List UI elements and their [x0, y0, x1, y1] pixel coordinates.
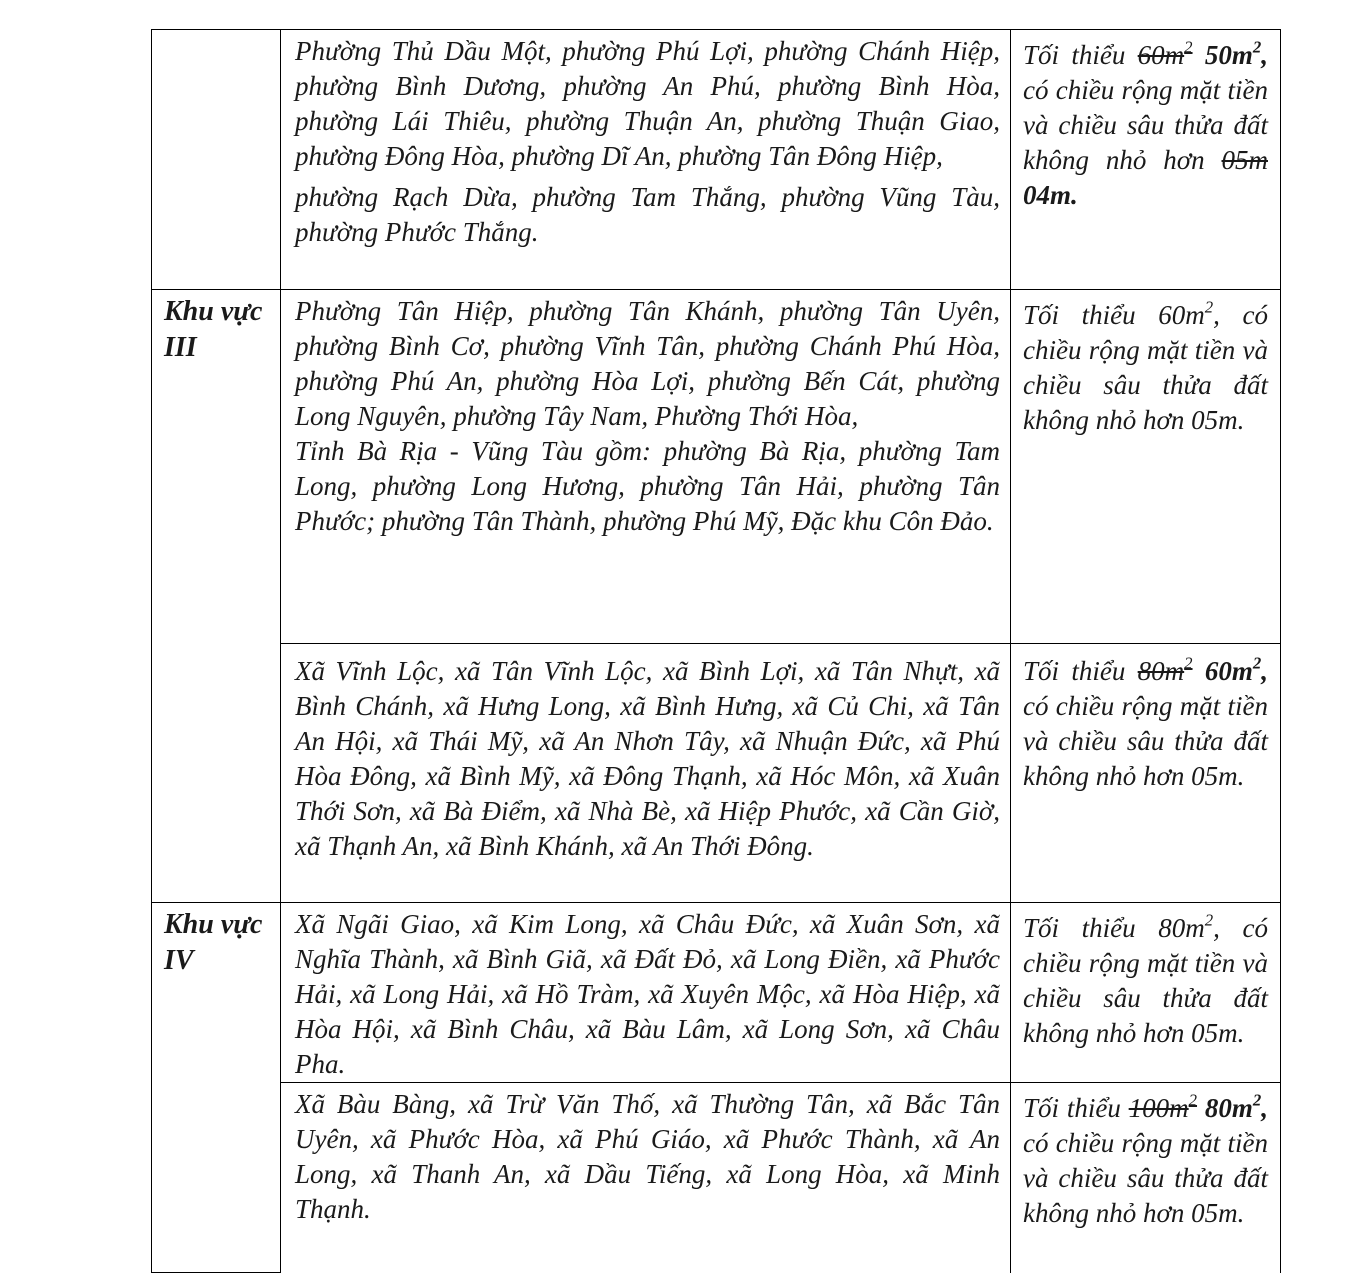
minimum-area-cell: Tối thiểu $80m^2$, có chiều rộng mặt tiền và chiều sâu thửa đất không nhỏ hơn 05m. [1011, 903, 1281, 1083]
region-cell: Khu vực IV [152, 903, 281, 1273]
table-row [152, 290, 1281, 644]
minimum-area-cell: Tối thiểu $60m^2$, có chiều rộng mặt tiền và chiều sâu thửa đất không nhỏ hơn 05m. [1011, 290, 1281, 644]
ward-list-cell [281, 290, 1011, 644]
old-area-struck: $100m^2$ [1128, 1090, 1198, 1123]
ward-list-cell [281, 644, 1011, 903]
minimum-area-cell: Tối thiểu $100m^2$ $80m^2$, có chiều rộng mặt tiền và chiều sâu thửa đất không nhỏ hơn 05m. [1011, 1083, 1281, 1273]
old-width-struck: 05m [1221, 145, 1268, 175]
old-area-struck: $80m^2$ [1137, 653, 1193, 686]
req-text: có chiều rộng mặt tiền và chiều sâu thửa đất không nhỏ hơn [1023, 75, 1268, 175]
new-area: $60m^2$, [1204, 653, 1268, 686]
minimum-area-cell [1011, 30, 1281, 290]
region-cell [152, 30, 281, 290]
ward-paragraph: Xã Ngãi Giao, xã Kim Long, xã Châu Đức, xã Xuân Sơn, xã Nghĩa Thành, xã Bình Giã, xã Đất Đỏ, xã Long Điền, xã Phước Hải, xã Long Hải, xã Hồ Tràm, xã Xuyên Mộc, xã Hòa Hiệp, xã Hòa Hội, xã Bình Châu, xã Bàu Lâm, xã Long Sơn, xã Châu Pha. [295, 909, 1000, 1079]
minimum-area-cell: Tối thiểu $80m^2$ $60m^2$, có chiều rộng mặt tiền và chiều sâu thửa đất không nhỏ hơn 05m. [1011, 644, 1281, 903]
ward-paragraph: Phường Thủ Dầu Một, phường Phú Lợi, phường Chánh Hiệp, phường Bình Dương, phường An Phú, phường Bình Hòa, phường Lái Thiêu, phường Thuận An, phường Thuận Giao, phường Đông Hòa, phường Dĩ An, phường Tân Đông Hiệp, [295, 36, 1000, 171]
ward-list-cell [281, 903, 1011, 1083]
ward-list-cell [281, 1083, 1011, 1273]
table-row [152, 644, 1281, 903]
old-area-struck: $60m^2$ [1137, 37, 1193, 70]
table-row [152, 1083, 1281, 1273]
new-area: $80m^2$, [1204, 1090, 1268, 1123]
new-area: $50m^2$, [1204, 37, 1268, 70]
land-area-table [151, 29, 1281, 1273]
region-cell: Khu vực III [152, 290, 281, 903]
req-prefix: Tối thiểu [1023, 40, 1138, 70]
ward-paragraph: Tỉnh Bà Rịa - Vũng Tàu gồm: phường Bà Rịa, phường Tam Long, phường Long Hương, phường Tân Hải, phường Tân Phước; phường Tân Thành, phường Phú Mỹ, Đặc khu Côn Đảo. [295, 436, 1000, 536]
ward-paragraph: Xã Bàu Bàng, xã Trừ Văn Thố, xã Thường Tân, xã Bắc Tân Uyên, xã Phước Hòa, xã Phú Giáo, xã Phước Thành, xã An Long, xã Thanh An, xã Dầu Tiếng, xã Long Hòa, xã Minh Thạnh. [295, 1089, 1000, 1224]
table-row [152, 903, 1281, 1083]
ward-paragraph: Phường Tân Hiệp, phường Tân Khánh, phường Tân Uyên, phường Bình Cơ, phường Vĩnh Tân, phường Chánh Phú Hòa, phường Phú An, phường Hòa Lợi, phường Bến Cát, phường Long Nguyên, phường Tây Nam, Phường Thới Hòa, [295, 296, 1000, 431]
table-row [152, 30, 1281, 290]
ward-paragraph: phường Rạch Dừa, phường Tam Thắng, phường Vũng Tàu, phường Phước Thắng. [295, 182, 1000, 247]
ward-list-cell [281, 30, 1011, 290]
ward-paragraph: Xã Vĩnh Lộc, xã Tân Vĩnh Lộc, xã Bình Lợi, xã Tân Nhựt, xã Bình Chánh, xã Hưng Long, xã Bình Hưng, xã Củ Chi, xã Tân An Hội, xã Thái Mỹ, xã An Nhơn Tây, xã Nhuận Đức, xã Phú Hòa Đông, xã Bình Mỹ, xã Đông Thạnh, xã Hóc Môn, xã Xuân Thới Sơn, xã Bà Điểm, xã Nhà Bè, xã Hiệp Phước, xã Cần Giờ, xã Thạnh An, xã Bình Khánh, xã An Thới Đông. [295, 656, 1000, 861]
new-width: 04m. [1023, 180, 1078, 210]
